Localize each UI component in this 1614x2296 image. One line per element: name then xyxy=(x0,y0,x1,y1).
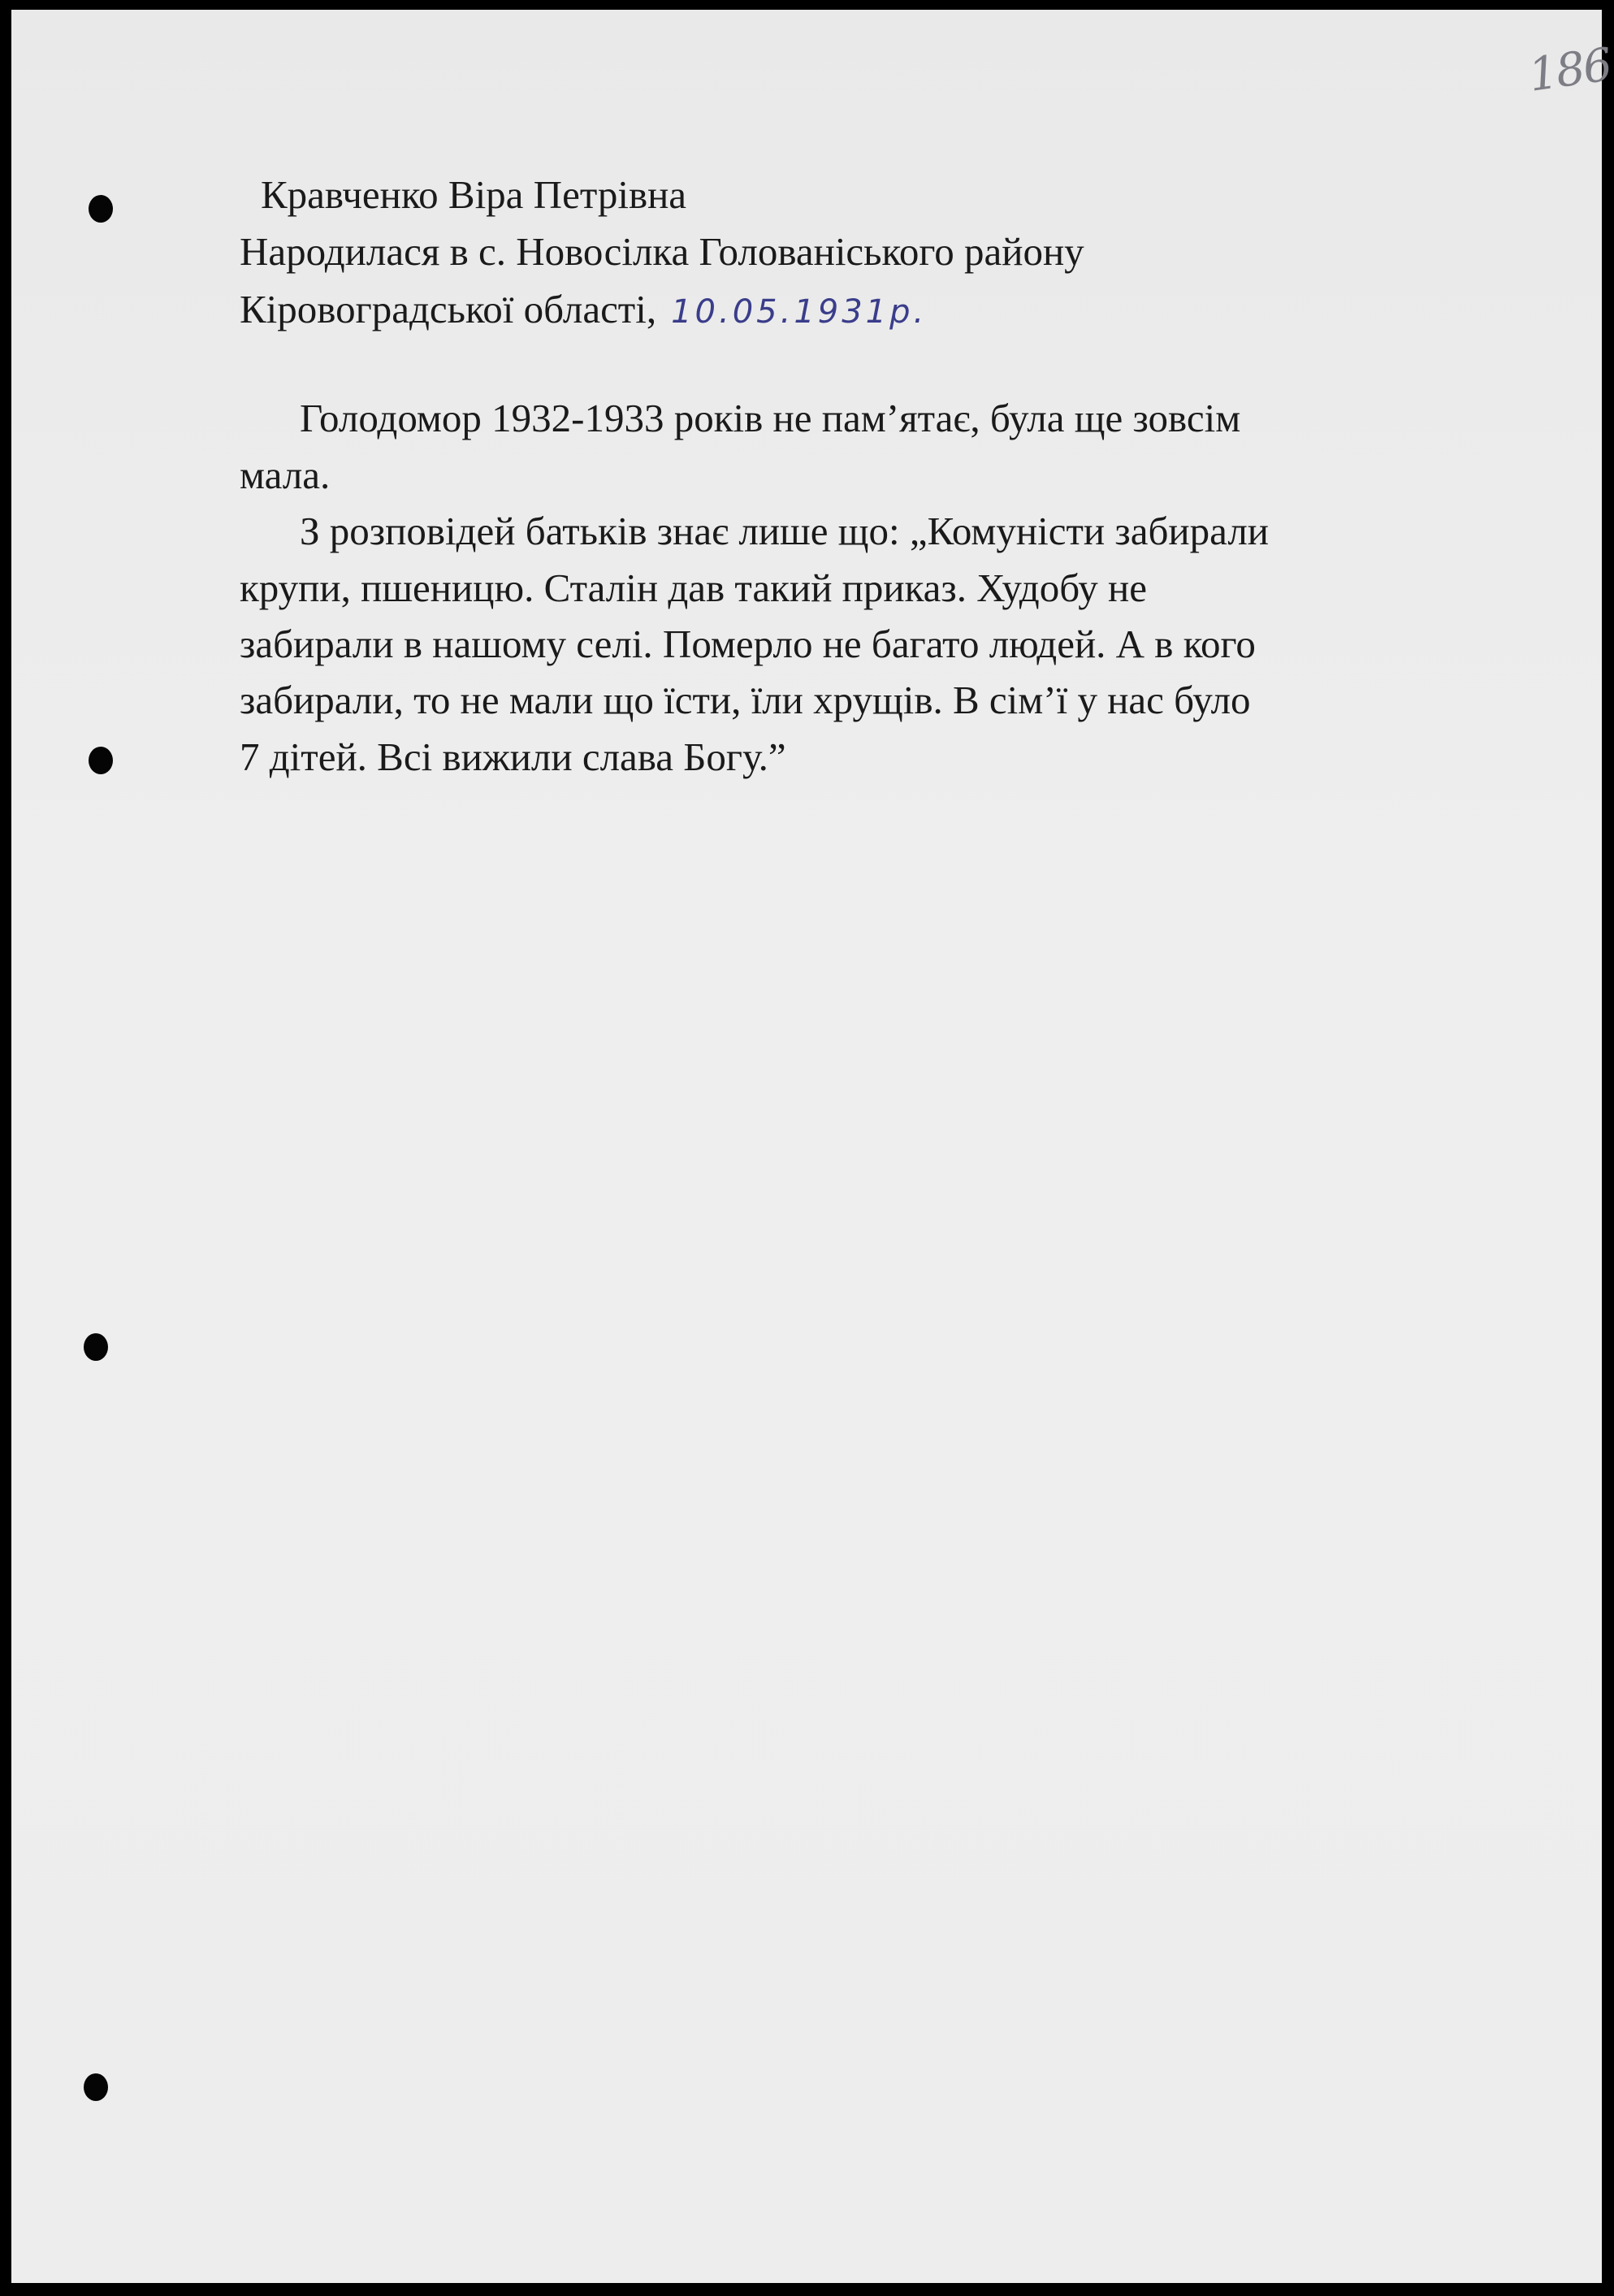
punch-hole-icon xyxy=(89,195,113,223)
punch-hole-icon xyxy=(84,1333,108,1361)
paragraph-line: забирали в нашому селі. Померло не багато людей. А в кого xyxy=(240,622,1256,666)
person-name: Кравченко Віра Петрівна xyxy=(261,172,687,217)
handwritten-page-number: 186 xyxy=(1525,38,1614,102)
punch-hole-icon xyxy=(89,747,113,774)
paragraph-line: забирали, то не мали що їсти, їли хрущів. В сім’ї у нас було xyxy=(240,678,1251,722)
birth-region-text: Кіровоградської області, xyxy=(240,287,657,331)
paragraph-line: Голодомор 1932-1933 років не пам’ятає, була ще зовсім xyxy=(300,396,1241,440)
paragraph-line: 7 дітей. Всі вижили слава Богу.” xyxy=(240,734,786,779)
handwritten-birth-date: 10.05.1931р. xyxy=(671,293,928,331)
paragraph-line: мала. xyxy=(240,453,331,497)
paragraph-line: крупи, пшеницю. Сталін дав такий приказ. Худобу не xyxy=(240,565,1147,610)
birth-place-line: Народилася в с. Новосілка Голованіського району xyxy=(240,229,1084,274)
punch-hole-icon xyxy=(84,2073,108,2101)
birth-region-line xyxy=(240,289,927,329)
paragraph-line: З розповідей батьків знає лише що: „Комуністи забирали xyxy=(300,509,1270,553)
document-page xyxy=(11,10,1614,2283)
